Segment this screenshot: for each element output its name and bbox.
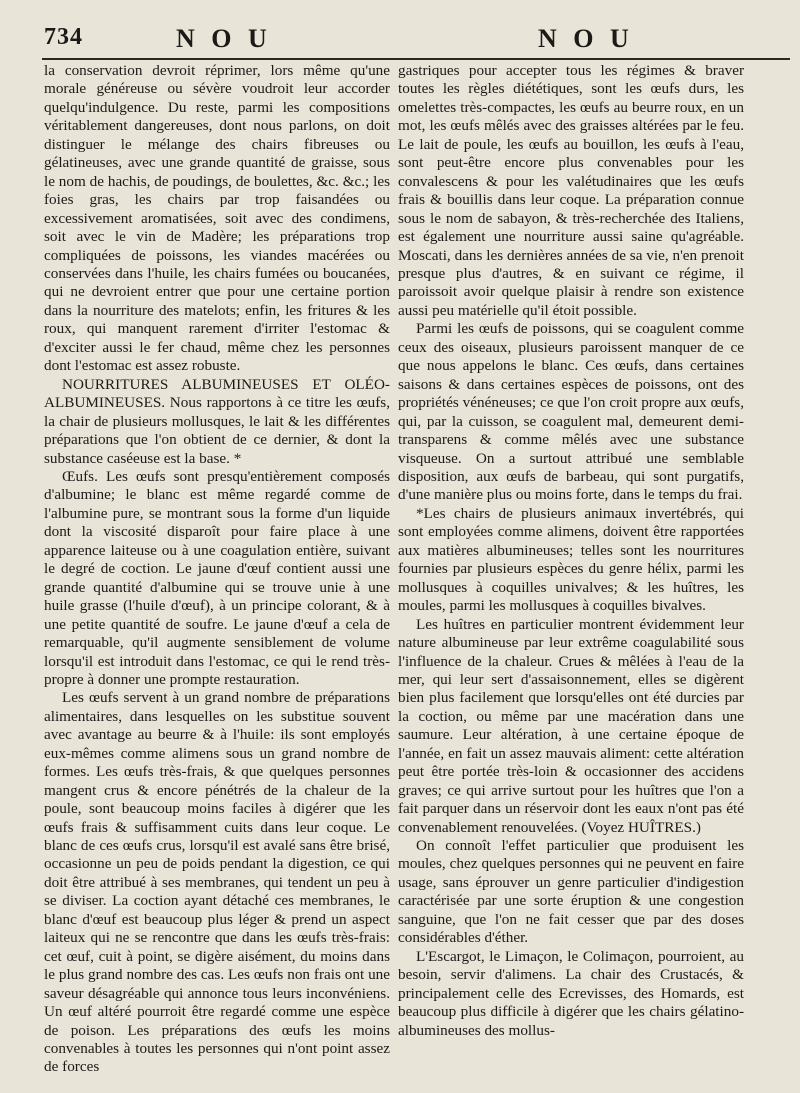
paragraph: Les œufs servent à un grand nombre de préparations alimentaires, dans lesquelles on les substitue souvent avec avantage au beurre & à l'huile: ils sont employés eux-mêmes comme alimens sous un grand nombre de formes. Les œufs très-frais, & que quelques personnes mangent crus & encore pénétrés de la chaleur de la poule, sont beaucoup moins faciles à digérer que les œufs frais & suffisamment cuits dans leur coque. Le blanc de ces œufs crus, lorsqu'il est avalé sans être brisé, occasionne un peu de poids pendant la digestion, ce qui doit être attribué à ses membranes, qui tendent un peu à se diviser. La coction ayant détaché ces membranes, le blanc d'œuf est beaucoup plus léger & prend un aspect laiteux qui ne se rencontre que dans les œufs très-frais: cet œuf, cuit à point, se digère aisément, du moins dans le plus grand nombre des cas. Les œufs non frais ont une saveur désagréable qui annonce tous leurs inconvéniens. Un œuf altéré pourroit être regardé comme une espèce de poison. Les préparations des œufs les moins convenables à toutes les personnes qui n'ont point assez de forces — [44, 689, 390, 1076]
left-column — [44, 62, 390, 1077]
header-rule — [42, 58, 790, 60]
paragraph: NOURRITURES ALBUMINEUSES ET OLÉO-ALBUMINEUSES. Nous rapportons à ce titre les œufs, la chair de plusieurs mollusques, le lait & les différentes préparations que l'on obtient de ce dernier, & dont la substance caséeuse est la base. * — [44, 375, 390, 467]
paragraph: gastriques pour accepter tous les régimes & braver toutes les règles diététiques, sont les œufs durs, les omelettes très-compactes, les œufs au beurre roux, en un mot, les œufs mêlés avec des graisses altérées par le feu. Le lait de poule, les œufs au bouillon, les œufs à l'eau, sont peut-être encore plus convenables pour les convalescens & pour les valétudinaires que les œufs frais & bouillis dans leur coque. La préparation connue sous le nom de sabayon, & très-recherchée des Italiens, est également une nourriture aussi saine qu'agréable. Moscati, dans les dernières années de sa vie, n'en prenoit presque plus d'autres, & en suivant ce régime, il paroissoit avoir quelque plaisir à rendre son existence aussi peu matérielle qu'il étoit possible. — [398, 62, 744, 319]
paragraph: Œufs. Les œufs sont presqu'entièrement composés d'albumine; le blanc est même regardé comme de l'albumine pure, se montrant sous la forme d'un liquide dont la viscosité disparoît pour faire place à une apparence laiteuse ou à une coagulation entière, suivant le degré de coction. Le jaune d'œuf contient aussi une grande quantité d'albumine qui se trouve unie à une huile grasse (l'huile d'œuf), à un principe colorant, & à une petite quantité de soufre. Le jaune d'œuf a cela de remarquable, qu'il augmente sensiblement de volume lorsqu'il est introduit dans l'estomac, ce qui le rend très-propre à donner une prompte restauration. — [44, 467, 390, 688]
right-column — [398, 62, 744, 1040]
paragraph: Parmi les œufs de poissons, qui se coagulent comme ceux des oiseaux, plusieurs paroissent manquer de ce que nous appelons le blanc. Ces œufs, dans certaines saisons & dans certaines espèces de poissons, ont des propriétés vénéneuses; ce que l'on croit propre aux œufs, qui, par la cuisson, se coagulent mal, demeurent demi-transparens & comme mêlés avec une substance visqueuse. On a surtout attribué une semblable disposition, aux œufs de barbeau, qui sont purgatifs, d'une manière plus ou moins forte, dans le temps du frai. — [398, 320, 744, 504]
running-head-left: N O U — [176, 24, 272, 53]
page-header — [0, 0, 800, 62]
paragraph: On connoît l'effet particulier que produisent les moules, chez quelques personnes qui ne peuvent en faire usage, sans éprouver un genre particulier d'indigestion caractérisée par une sorte éruption & une congestion sanguine, que l'on ne fait cesser que par des doses considérables d'éther. — [398, 837, 744, 947]
paragraph: L'Escargot, le Limaçon, le Colimaçon, pourroient, au besoin, servir d'alimens. La chair des Crustacés, & principalement celle des Ecrevisses, des Homards, est beaucoup plus difficile à digérer que les chairs gélatino-albumineuses des mollus- — [398, 947, 744, 1039]
paragraph: Les huîtres en particulier montrent évidemment leur nature albumineuse par leur extrême coagulabilité sous l'influence de la chaleur. Crues & mêlées à l'eau de la mer, qui leur sert d'assaisonnement, elles se digèrent bien plus facilement que lorsqu'elles ont été durcies par la coction, ou même par une macération dans une saumure. Leur altération, à une certaine époque de l'année, en fait un assez mauvais aliment: cette altération peut être portée très-loin & occasionner des accidens graves; ce qui arrive surtout pour les huîtres que l'on a fait parquer dans un réservoir dont les eaux n'ont pas été convenablement renouvelées. (Voyez HUÎTRES.) — [398, 615, 744, 836]
page-number: 734 — [44, 24, 83, 50]
paragraph: *Les chairs de plusieurs animaux invertébrés, qui sont employées comme alimens, doivent être rapportées aux matières albumineuses; telles sont les nourritures fournies par plusieurs espèces du genre hélix, parmi les mollusques à coquilles univalves; & les huîtres, les moules, parmi les mollusques à coquilles bivalves. — [398, 504, 744, 615]
running-head-right: N O U — [538, 24, 634, 53]
paragraph: la conservation devroit réprimer, lors même qu'une morale généreuse ou sévère voudroit leur accorder quelqu'indulgence. Du reste, parmi les compositions véritablement dangereuses, dont nous parlons, on doit distinguer le mélange des chairs fibreuses ou gélatineuses, avec une grande quantité de graisse, sous le nom de hachis, de poudings, de boulettes, &c. &c.; les foies gras, les chairs par trop faisandées ou excessivement aromatisées, soit avec des condimens, soit avec le vin de Madère; les préparations trop compliquées de poissons, les viandes macérées ou conservées dans l'huile, les chairs fumées ou boucanées, qui ne devroient entrer que pour une certaine portion dans la nourriture des matelots; enfin, les fritures & les roux, qui manquent rarement d'irriter l'estomac & d'exciter aussi le fer chaud, même chez les personnes dont l'estomac est assez robuste. — [44, 62, 390, 375]
